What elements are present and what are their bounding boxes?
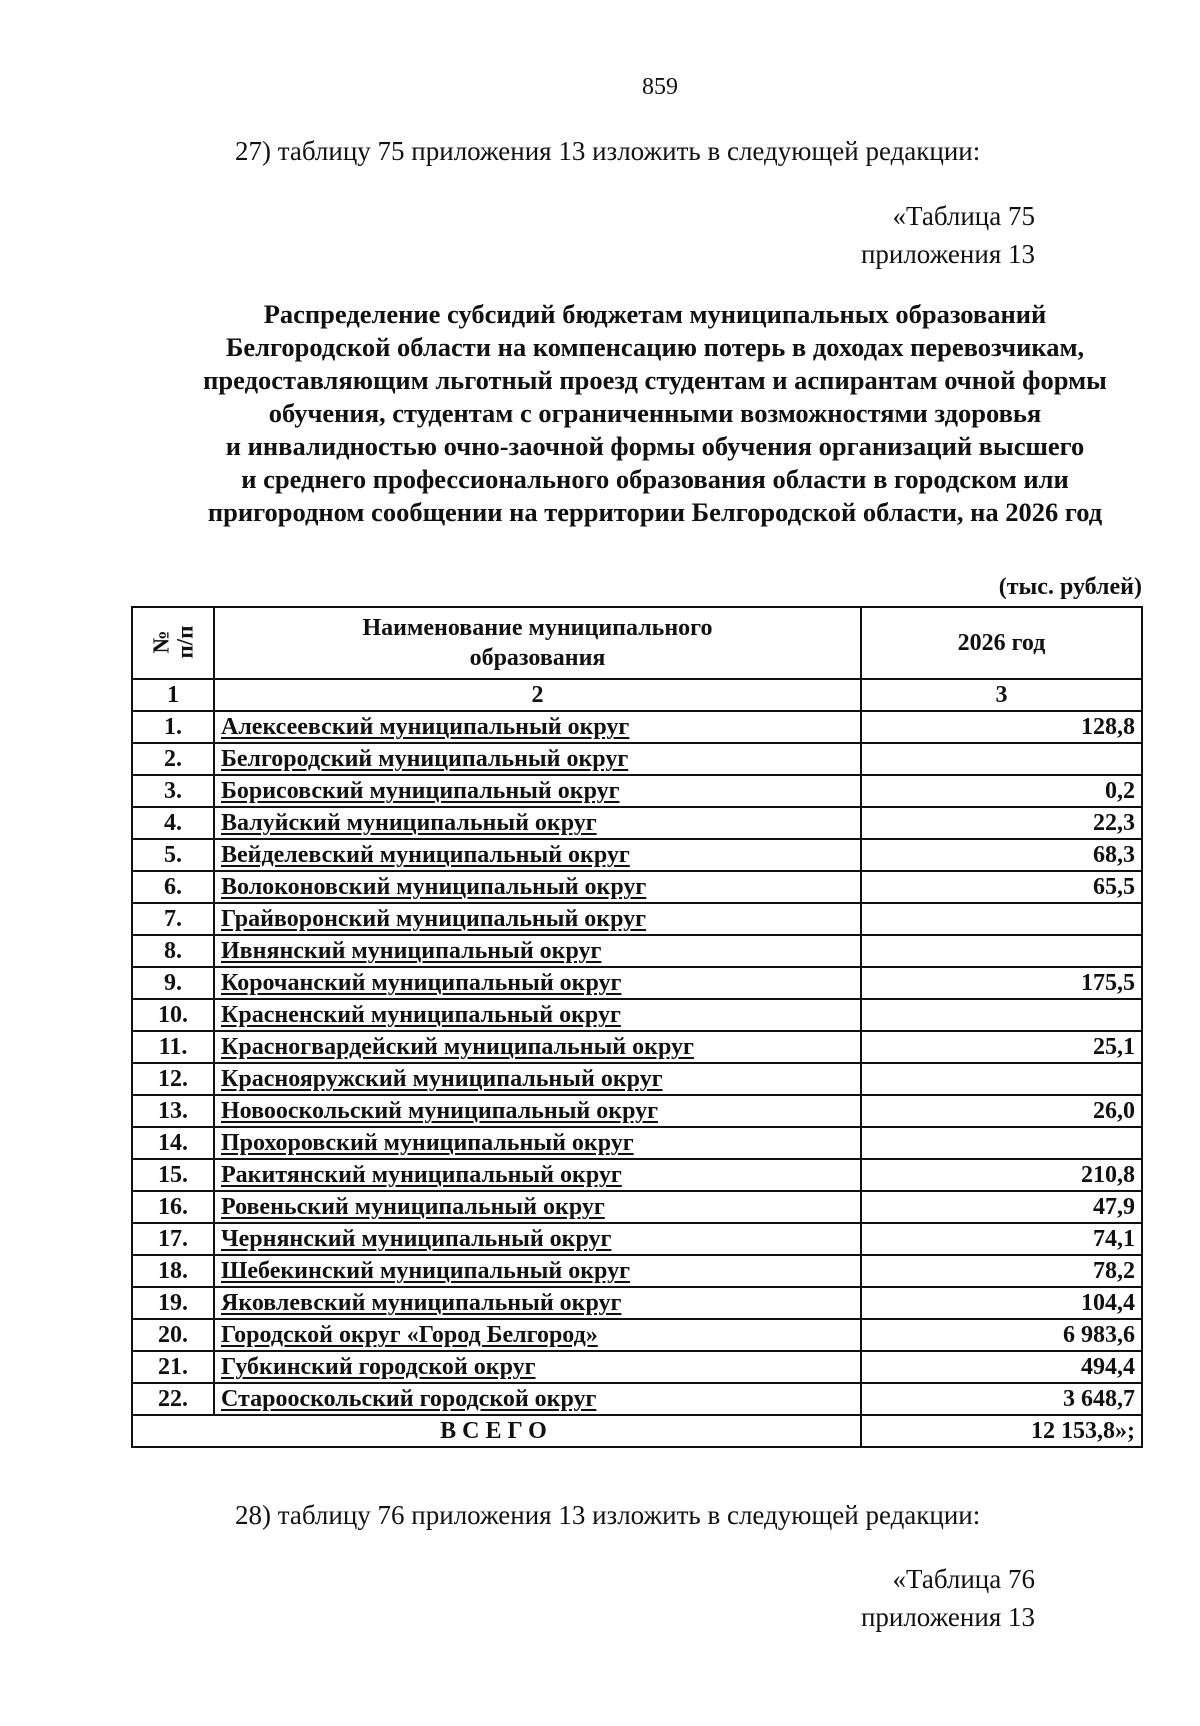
table-row (132, 903, 1142, 935)
row-name-cell (214, 1159, 861, 1191)
title-line: обучения, студентам с ограниченными возможностями здоровья (268, 398, 1042, 428)
municipality-name: Краснояружский муниципальный округ (221, 1066, 663, 1092)
municipality-name: Городской округ «Город Белгород» (221, 1322, 598, 1348)
row-number-cell: 8. (132, 935, 214, 967)
header-name-cell (214, 607, 861, 679)
row-name-cell (214, 743, 861, 775)
municipality-name: Алексеевский муниципальный округ (221, 714, 630, 740)
municipality-name: Прохоровский муниципальный округ (221, 1130, 634, 1156)
instruction-paragraph-27: 27) таблицу 75 приложения 13 изложить в следующей редакции: (235, 136, 981, 166)
row-number-cell: 16. (132, 1191, 214, 1223)
row-name-cell (214, 1383, 861, 1415)
caption-line-appendix: приложения 13 (860, 239, 1035, 269)
table-row (132, 807, 1142, 839)
header-name-line: образования (469, 645, 606, 671)
table-row (132, 1031, 1142, 1063)
column-index-cell: 3 (861, 679, 1142, 711)
municipality-name: Новооскольский муниципальный округ (221, 1098, 659, 1124)
row-number-cell: 12. (132, 1063, 214, 1095)
caption-line-appendix: приложения 13 (860, 1602, 1035, 1632)
table-row (132, 871, 1142, 903)
municipality-name: Валуйский муниципальный округ (221, 810, 597, 836)
row-value-cell: 47,9 (861, 1191, 1142, 1223)
table-row (132, 839, 1142, 871)
table-header-row (132, 607, 1142, 679)
row-value-cell (861, 903, 1142, 935)
table-row (132, 1063, 1142, 1095)
row-name-cell (214, 1319, 861, 1351)
row-number-cell: 9. (132, 967, 214, 999)
row-number-cell: 10. (132, 999, 214, 1031)
row-number-cell: 13. (132, 1095, 214, 1127)
row-value-cell: 26,0 (861, 1095, 1142, 1127)
title-line: Белгородской области на компенсацию потерь в доходах перевозчикам, (225, 332, 1085, 362)
row-name-cell (214, 1191, 861, 1223)
row-name-cell (214, 1255, 861, 1287)
units-label: (тыс. рублей) (998, 574, 1142, 600)
row-number-cell: 17. (132, 1223, 214, 1255)
row-name-cell (214, 967, 861, 999)
table-row (132, 1191, 1142, 1223)
row-name-cell (214, 1063, 861, 1095)
row-value-cell: 104,4 (861, 1287, 1142, 1319)
row-name-cell (214, 775, 861, 807)
municipality-name: Ивнянский муниципальный округ (221, 938, 602, 964)
row-name-cell (214, 1287, 861, 1319)
municipality-name: Шебекинский муниципальный округ (221, 1258, 630, 1284)
row-value-cell: 68,3 (861, 839, 1142, 871)
row-value-cell: 3 648,7 (861, 1383, 1142, 1415)
row-name-cell (214, 1031, 861, 1063)
municipality-name: Корочанский муниципальный округ (221, 970, 622, 996)
municipality-name: Ровеньский муниципальный округ (221, 1194, 605, 1220)
row-value-cell: 74,1 (861, 1223, 1142, 1255)
table-row (132, 999, 1142, 1031)
row-name-cell (214, 1127, 861, 1159)
row-name-cell (214, 999, 861, 1031)
municipality-name: Волоконовский муниципальный округ (221, 874, 647, 900)
row-number-cell: 20. (132, 1319, 214, 1351)
row-value-cell: 494,4 (861, 1351, 1142, 1383)
row-value-cell (861, 999, 1142, 1031)
table-row (132, 775, 1142, 807)
header-number-cell (132, 607, 214, 679)
municipality-name: Красногвардейский муниципальный округ (221, 1034, 694, 1060)
municipality-name: Белгородский муниципальный округ (221, 746, 629, 772)
column-index-cell: 1 (132, 679, 214, 711)
table-caption-76 (861, 1560, 1035, 1636)
table-row (132, 711, 1142, 743)
row-name-cell (214, 935, 861, 967)
row-number-cell: 1. (132, 711, 214, 743)
municipality-name: Чернянский муниципальный округ (221, 1226, 612, 1252)
table-row (132, 1319, 1142, 1351)
title-line: и среднего профессионального образования области в городском или (241, 464, 1069, 494)
row-number-cell: 5. (132, 839, 214, 871)
row-name-cell (214, 839, 861, 871)
header-number-abbr: п/п (172, 625, 197, 658)
row-number-cell: 3. (132, 775, 214, 807)
row-name-cell (214, 1351, 861, 1383)
title-line: пригородном сообщении на территории Белгородской области, на 2026 год (207, 497, 1103, 527)
title-line: предоставляющим льготный проезд студентам и аспирантам очной формы (203, 365, 1107, 395)
row-name-cell (214, 871, 861, 903)
table-caption-75 (861, 197, 1035, 273)
row-name-cell (214, 1095, 861, 1127)
header-number-sign: № (148, 629, 173, 654)
table-row (132, 1383, 1142, 1415)
table-row (132, 1223, 1142, 1255)
municipality-name: Старооскольский городской округ (221, 1386, 597, 1412)
municipality-name: Губкинский городской округ (221, 1354, 536, 1380)
caption-line-table: «Таблица 76 (892, 1564, 1035, 1594)
row-name-cell (214, 711, 861, 743)
row-value-cell: 22,3 (861, 807, 1142, 839)
row-value-cell (861, 1127, 1142, 1159)
table-row (132, 1159, 1142, 1191)
column-index-row (132, 679, 1142, 711)
table-row (132, 967, 1142, 999)
table-row (132, 1351, 1142, 1383)
municipality-name: Яковлевский муниципальный округ (221, 1290, 622, 1316)
row-value-cell (861, 1063, 1142, 1095)
row-number-cell: 19. (132, 1287, 214, 1319)
row-value-cell: 0,2 (861, 775, 1142, 807)
row-number-cell: 18. (132, 1255, 214, 1287)
row-number-cell: 21. (132, 1351, 214, 1383)
total-row (132, 1415, 1142, 1447)
row-number-cell: 7. (132, 903, 214, 935)
table-row (132, 1255, 1142, 1287)
row-value-cell: 175,5 (861, 967, 1142, 999)
row-name-cell (214, 903, 861, 935)
row-value-cell: 25,1 (861, 1031, 1142, 1063)
row-number-cell: 4. (132, 807, 214, 839)
caption-line-table: «Таблица 75 (892, 201, 1035, 231)
table-row (132, 1095, 1142, 1127)
row-value-cell: 65,5 (861, 871, 1142, 903)
table-row (132, 1127, 1142, 1159)
municipality-name: Грайворонский муниципальный округ (221, 906, 647, 932)
municipality-name: Борисовский муниципальный округ (221, 778, 620, 804)
row-value-cell (861, 935, 1142, 967)
table-row (132, 743, 1142, 775)
table-row (132, 935, 1142, 967)
row-value-cell: 128,8 (861, 711, 1142, 743)
row-number-cell: 22. (132, 1383, 214, 1415)
row-number-cell: 15. (132, 1159, 214, 1191)
total-label: ВСЕГО (132, 1415, 861, 1447)
row-number-cell: 14. (132, 1127, 214, 1159)
row-name-cell (214, 1223, 861, 1255)
header-year-cell: 2026 год (861, 607, 1142, 679)
row-number-cell: 11. (132, 1031, 214, 1063)
municipality-name: Вейделевский муниципальный округ (221, 842, 630, 868)
row-value-cell: 78,2 (861, 1255, 1142, 1287)
subsidy-table (131, 606, 1143, 1448)
header-name-line: Наименование муниципального (362, 615, 713, 641)
row-number-cell: 2. (132, 743, 214, 775)
row-name-cell (214, 807, 861, 839)
instruction-paragraph-28: 28) таблицу 76 приложения 13 изложить в следующей редакции: (235, 1500, 981, 1530)
table-row (132, 1287, 1142, 1319)
row-number-cell: 6. (132, 871, 214, 903)
page-number: 859 (642, 74, 678, 100)
municipality-name: Ракитянский муниципальный округ (221, 1162, 622, 1188)
row-value-cell: 6 983,6 (861, 1319, 1142, 1351)
table-title (80, 298, 1200, 529)
municipality-name: Красненский муниципальный округ (221, 1002, 621, 1028)
total-value: 12 153,8»; (861, 1415, 1142, 1447)
title-line: Распределение субсидий бюджетам муниципальных образований (263, 299, 1047, 329)
row-value-cell (861, 743, 1142, 775)
column-index-cell: 2 (214, 679, 861, 711)
row-value-cell: 210,8 (861, 1159, 1142, 1191)
title-line: и инвалидностью очно-заочной формы обучения организаций высшего (225, 431, 1085, 461)
